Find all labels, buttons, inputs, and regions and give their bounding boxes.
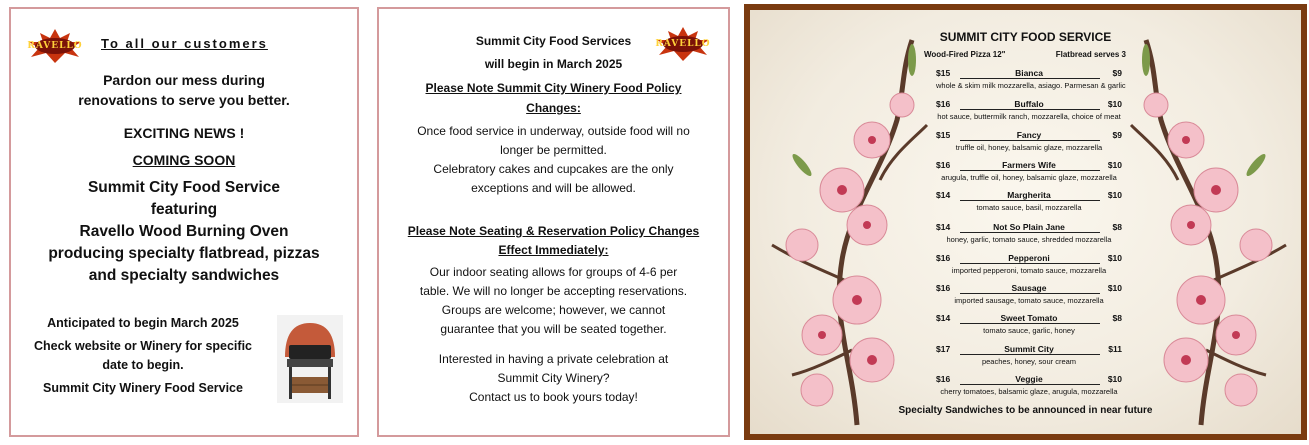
pizza-price: $16 [936, 283, 951, 293]
title-line-2: will begin in March 2025 [484, 57, 623, 71]
exciting-news: EXCITING NEWS ! [123, 125, 245, 141]
blossom-branch-right [1126, 30, 1296, 430]
pardon-line-2: renovations to serve you better. [78, 92, 290, 108]
menu-item-description: imported sausage, tomato sauce, mozzarella [954, 296, 1104, 305]
check-line-1: Check website or Winery for specific [33, 339, 252, 353]
wood-oven-image [277, 315, 343, 403]
flatbread-price: $10 [1107, 160, 1122, 170]
menu-item-name: Farmers Wife [1002, 160, 1056, 170]
food-policy-heading-2: Changes: [526, 101, 581, 115]
seating-policy-heading-2: Effect Immediately: [498, 243, 609, 257]
flatbread-price: $10 [1107, 283, 1122, 293]
seating-text-2: table. We will no longer be accepting reservations. [419, 284, 688, 298]
seating-policy-heading-1: Please Note Seating & Reservation Policy Changes [407, 224, 700, 238]
check-line-2: date to begin. [102, 358, 184, 372]
price-divider [960, 78, 1100, 79]
seating-text-1: Our indoor seating allows for groups of 4-6 per [429, 265, 678, 279]
price-divider [960, 200, 1100, 201]
feature-line-5: and specialty sandwiches [88, 267, 280, 284]
price-divider [960, 323, 1100, 324]
feature-line-2: featuring [150, 201, 218, 218]
food-text-1: Once food service in underway, outside food will no [417, 124, 690, 138]
menu-item-name: Veggie [1015, 374, 1043, 384]
menu-item [936, 253, 1122, 275]
pizza-price: $16 [936, 99, 951, 109]
menu-item-description: truffle oil, honey, balsamic glaze, mozzarella [955, 143, 1103, 152]
pizza-price: $17 [936, 344, 951, 354]
flatbread-price: $11 [1108, 344, 1122, 354]
food-text-3: Celebratory cakes and cupcakes are the only [433, 162, 674, 176]
flatbread-price: $8 [1112, 313, 1122, 323]
coming-soon: COMING SOON [132, 152, 236, 168]
food-policy-heading-1: Please Note Summit City Winery Food Policy [425, 81, 682, 95]
menu-item-description: whole & skim milk mozzarella, asiago. Parmesan & garlic [936, 81, 1126, 90]
menu-item [936, 68, 1126, 90]
pizza-price: $14 [936, 313, 951, 323]
ravello-logo-text: RAVELLO [655, 39, 711, 49]
flatbread-price: $10 [1107, 253, 1122, 263]
menu-item [936, 283, 1122, 305]
customers-heading: To all our customers [101, 36, 268, 51]
pizza-price: $16 [936, 374, 951, 384]
feature-line-1: Summit City Food Service [87, 179, 281, 196]
title-line-1: Summit City Food Services [475, 34, 632, 48]
pizza-price: $14 [936, 190, 951, 200]
menu-item-description: honey, garlic, tomato sauce, shredded mozzarella [946, 235, 1112, 244]
menu-item [936, 99, 1122, 121]
menu-item-description: imported pepperoni, tomato sauce, mozzarella [951, 266, 1107, 275]
food-text-4: exceptions and will be allowed. [471, 181, 636, 195]
menu-item [936, 190, 1122, 212]
menu-item [936, 160, 1122, 182]
flatbread-price: $10 [1107, 374, 1122, 384]
seating-text-3: Groups are welcome; however, we cannot [441, 303, 666, 317]
flatbread-price: $9 [1112, 68, 1122, 78]
price-divider [960, 170, 1100, 171]
menu-item [936, 344, 1122, 366]
menu-title: SUMMIT CITY FOOD SERVICE [939, 30, 1112, 44]
ravello-logo [27, 29, 83, 63]
menu-item [936, 130, 1122, 152]
flatbread-price: $8 [1112, 222, 1122, 232]
price-divider [960, 354, 1100, 355]
private-text-2: Summit City Winery? [497, 371, 610, 385]
menu-item [936, 222, 1122, 244]
feature-line-4: producing specialty flatbread, pizzas [48, 245, 320, 262]
pardon-line-1: Pardon our mess during [103, 72, 265, 88]
price-divider [960, 293, 1100, 294]
blossom-branch-left [762, 30, 932, 430]
signature: Summit City Winery Food Service [43, 381, 243, 395]
price-divider [960, 109, 1100, 110]
policy-notice-panel [377, 7, 730, 437]
menu-item-name: Summit City [1004, 344, 1054, 354]
flatbread-column-header: Flatbread serves 3 [1055, 50, 1126, 59]
ravello-logo-text: RAVELLO [27, 41, 83, 51]
anticipated-date: Anticipated to begin March 2025 [47, 316, 239, 330]
menu-item-name: Sweet Tomato [1000, 313, 1058, 323]
menu-item-description: peaches, honey, sour cream [981, 357, 1077, 366]
pizza-column-header: Wood-Fired Pizza 12" [924, 50, 1006, 59]
pizza-price: $15 [936, 68, 951, 78]
menu-item-description: hot sauce, buttermilk ranch, mozzarella, choice of meat [937, 112, 1121, 121]
menu-item-name: Buffalo [1014, 99, 1044, 109]
menu-panel [744, 4, 1307, 440]
menu-item-name: Sausage [1011, 283, 1047, 293]
menu-item-name: Fancy [1016, 130, 1042, 140]
flatbread-price: $10 [1107, 99, 1122, 109]
menu-item-name: Not So Plain Jane [993, 222, 1065, 232]
pizza-price: $15 [936, 130, 951, 140]
menu-footer: Specialty Sandwiches to be announced in near future [898, 405, 1153, 416]
menu-item [936, 313, 1122, 335]
customer-notice-panel [9, 7, 359, 437]
menu-item-description: tomato sauce, basil, mozzarella [976, 203, 1082, 212]
food-text-2: longer be permitted. [500, 143, 607, 157]
private-text-3: Contact us to book yours today! [469, 390, 638, 404]
menu-item-name: Margherita [1007, 190, 1051, 200]
pizza-price: $16 [936, 253, 951, 263]
flatbread-price: $9 [1112, 130, 1122, 140]
price-divider [960, 263, 1100, 264]
price-divider [960, 140, 1100, 141]
seating-text-4: guarantee that you will be seated together. [440, 322, 667, 336]
price-divider [960, 232, 1100, 233]
private-text-1: Interested in having a private celebration at [438, 352, 669, 366]
flatbread-price: $10 [1107, 190, 1122, 200]
pizza-price: $14 [936, 222, 951, 232]
menu-item-name: Bianca [1015, 68, 1043, 78]
menu-item-description: tomato sauce, garlic, honey [983, 326, 1075, 335]
menu-item-name: Pepperoni [1008, 253, 1050, 263]
feature-line-3: Ravello Wood Burning Oven [79, 223, 289, 240]
pizza-price: $16 [936, 160, 951, 170]
menu-item [936, 374, 1122, 396]
menu-item-description: cherry tomatoes, balsamic glaze, arugula, mozzarella [940, 387, 1118, 396]
menu-item-description: arugula, truffle oil, honey, balsamic glaze, mozzarella [941, 173, 1117, 182]
price-divider [960, 384, 1100, 385]
